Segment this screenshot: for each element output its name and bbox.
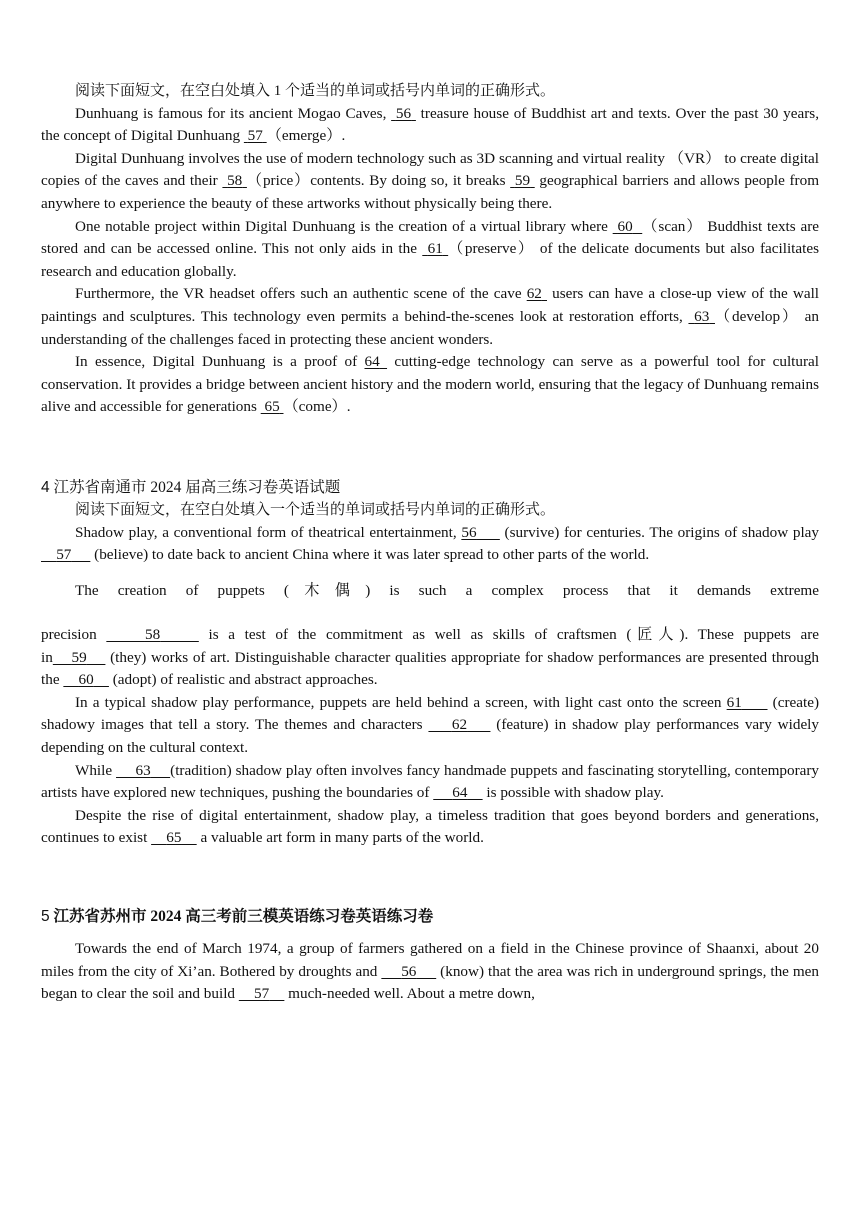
text: Furthermore, the VR headset offers such an authentic scene of the cave <box>75 285 527 303</box>
text: （preserve） of the delicate documents but also facilitates research and education globally. <box>41 240 820 280</box>
s1-paragraph-5 <box>41 351 819 419</box>
text: users can have a close-up view of the wall paintings and sculptures. This technology even permits a behind-the-scenes look at restoration efforts, <box>41 285 820 325</box>
s4-paragraph-1 <box>41 522 819 567</box>
text: (they) works of art. Distinguishable character qualities appropriate for shadow performances are presented through the <box>41 648 820 689</box>
text: (feature) in shadow play performances vary widely depending on the cultural context. <box>41 716 819 757</box>
blank-58[interactable]: 58 <box>227 172 243 190</box>
text: （price）contents. By doing so, it breaks <box>246 172 511 190</box>
s1-paragraph-2 <box>41 148 819 216</box>
text: （emerge）. <box>266 127 346 145</box>
s5-paragraph-1 <box>41 938 819 1006</box>
section-4-heading <box>41 477 819 499</box>
text: Towards the end of March 1974, a group of farmers gathered on a field in the Chinese province of Shaanxi, about 20 miles from the city of Xi’an. Bothered by droughts and <box>41 940 819 980</box>
text: (believe) to date back to ancient China where it was later spread to other parts of the world. <box>90 546 650 564</box>
blank-65[interactable]: 65 <box>166 829 182 847</box>
instruction-4: 阅读下面短文，在空白处填入一个适当的单词或括号内单词的正确形式。 <box>75 501 556 518</box>
blank-56[interactable]: 56 <box>395 104 412 122</box>
text: cutting-edge technology can serve as a powerful tool for cultural conservation. It provides a bridge between ancient history and the modern world, ensuring that the legacy of Dunhuang remains alive and accessible for generations <box>41 353 819 416</box>
s1-paragraph-4 <box>41 283 819 351</box>
text: One notable project within Digital Dunhuang is the creation of a virtual library where <box>75 217 613 235</box>
text: （come）. <box>283 398 351 416</box>
blank-57[interactable]: 57 <box>56 546 72 564</box>
text: （develop） an understanding of the challenges faced in protecting these ancient wonders. <box>41 307 820 348</box>
text: (tradition) shadow play often involves fancy handmade puppets and fascinating storytelling, contemporary artists have explored new techniques, pushing the boundaries of <box>41 761 820 802</box>
blank-61[interactable]: 61 <box>726 693 742 711</box>
text: much-needed well. About a metre down, <box>284 985 535 1003</box>
text: (create) shadowy images that tell a story. The themes and characters <box>41 693 820 734</box>
section-number: 4 <box>41 478 50 496</box>
text: Dunhuang is famous for its ancient Mogao Caves, <box>75 104 392 122</box>
text: is a test of the commitment as well as skills of craftsmen (匠人). These puppets are <box>198 625 820 643</box>
blank-61[interactable]: 61 <box>427 240 443 258</box>
blank-62[interactable]: 62 <box>526 285 542 303</box>
text: in <box>41 648 53 666</box>
blank-56[interactable]: 56 <box>461 523 477 541</box>
text: (survive) for centuries. The origins of shadow play <box>499 523 820 541</box>
text: Digital Dunhuang involves the use of modern technology such as 3D scanning and virtual reality （VR） to create digital copies of the caves and their <box>41 149 819 190</box>
section-5-heading <box>41 906 819 928</box>
text: In a typical shadow play performance, puppets are held behind a screen, with light cast onto the screen <box>75 693 727 711</box>
s4-paragraph-3 <box>41 692 819 760</box>
instruction-1: 阅读下面短文，在空白处填入 1 个适当的单词或括号内单词的正确形式。 <box>75 83 556 99</box>
s4-paragraph-2-line-1: The creation of puppets (木偶) is such a complex process that it demands extreme <box>75 581 819 599</box>
section-title: 江苏省南通市 2024 届高三练习卷英语试题 <box>49 478 341 496</box>
blank-57[interactable]: 57 <box>254 985 270 1003</box>
s1-paragraph-1 <box>41 103 819 148</box>
text: treasure house of Buddhist art and texts. Over the past 30 years, the concept of Digital Dunhuang <box>41 104 819 145</box>
blank-60[interactable]: 60 <box>78 671 94 689</box>
blank-64[interactable]: 64 <box>452 784 468 802</box>
blank-59[interactable]: 59 <box>71 648 87 666</box>
section-title: 江苏省苏州市 2024 高三考前三模英语练习卷英语练习卷 <box>49 908 434 926</box>
text: geographical barriers and allows people from anywhere to experience the beauty of these artworks without physically being there. <box>41 172 820 212</box>
blank-57[interactable]: 57 <box>247 127 263 145</box>
spacer <box>41 419 819 477</box>
text: Despite the rise of digital entertainment, shadow play, a timeless tradition that goes beyond borders and generations, continues to exist <box>41 806 819 847</box>
spacer <box>41 850 819 906</box>
blank-63[interactable]: 63 <box>694 307 710 325</box>
text: a valuable art form in many parts of the world. <box>196 829 484 847</box>
text: precision <box>41 625 107 643</box>
text: (know) that the area was rich in underground springs, the men began to clear the soil and build <box>41 962 820 1003</box>
text: In essence, Digital Dunhuang is a proof of <box>75 353 365 371</box>
text: Shadow play, a conventional form of theatrical entertainment, <box>75 523 462 541</box>
s4-paragraph-4 <box>41 760 819 805</box>
blank-58[interactable]: 58 <box>144 625 161 643</box>
s4-paragraph-2-rest <box>41 647 819 692</box>
document-page <box>41 80 819 1006</box>
s4-paragraph-5 <box>41 805 819 850</box>
section-number: 5 <box>41 908 50 926</box>
blank-56[interactable]: 56 <box>401 962 417 980</box>
blank-60[interactable]: 60 <box>617 217 633 235</box>
blank-59[interactable]: 59 <box>514 172 531 190</box>
blank-64[interactable]: 64 <box>364 353 380 371</box>
blank-63[interactable]: 63 <box>135 761 151 779</box>
s1-paragraph-3 <box>41 216 819 284</box>
blank-62[interactable]: 62 <box>451 716 468 734</box>
text: is possible with shadow play. <box>482 784 664 802</box>
text: While <box>75 761 117 779</box>
blank-65[interactable]: 65 <box>264 398 280 416</box>
text: (adopt) of realistic and abstract approaches. <box>108 671 378 689</box>
text: （scan） Buddhist texts are stored and can be accessed online. This not only aids in the <box>41 217 820 258</box>
